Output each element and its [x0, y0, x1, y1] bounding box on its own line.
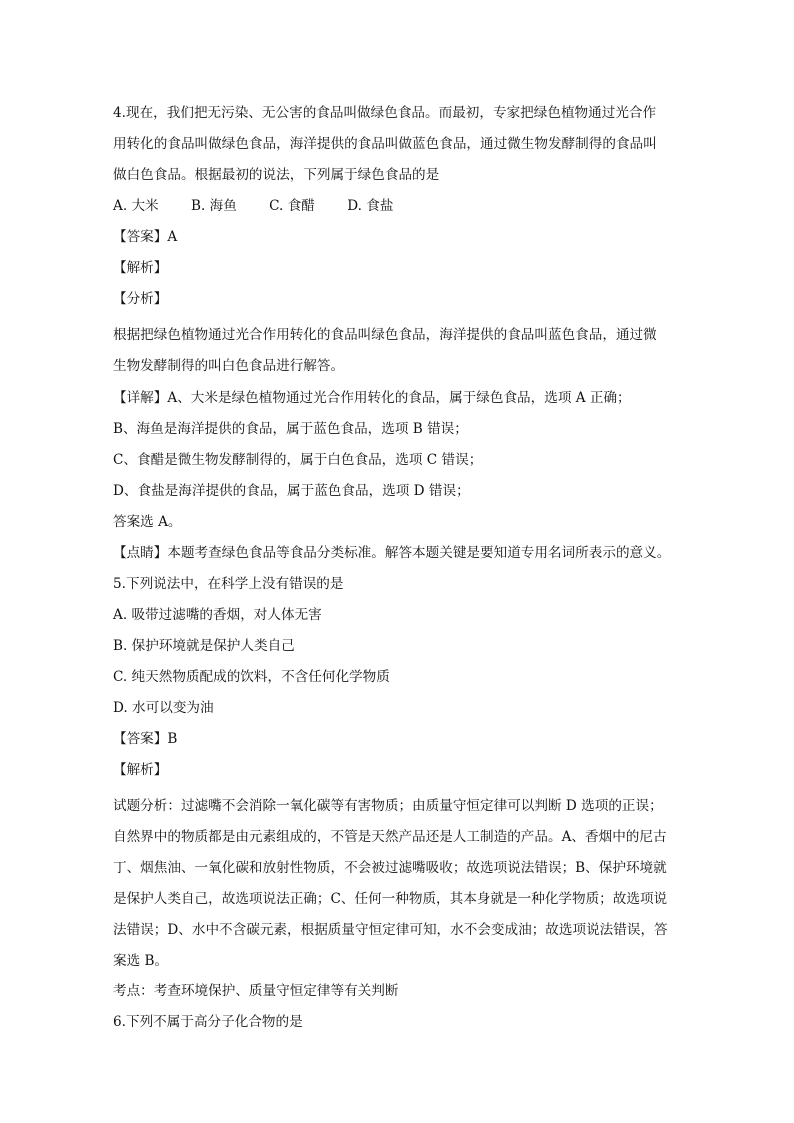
q4-analysis-label: 【解析】 [113, 260, 168, 276]
q4-stem-line: 做白色食品。根据最初的说法，下列属于绿色食品的是 [113, 167, 440, 183]
q4-detail-b: B、海鱼是海洋提供的食品，属于蓝色食品，选项 B 错误； [113, 421, 468, 437]
q4-detail-answer: 答案选 A。 [113, 514, 182, 530]
q5-analysis-line: 案选 B。 [113, 953, 169, 969]
q5-answer: 【答案】B [113, 731, 178, 747]
q4-stem [113, 98, 693, 191]
q5-analysis-line: 是保护人类自己，故选项说法正确；C、任何一种物质，其本身就是一种化学物质；故选项说 [113, 891, 668, 907]
q4-fenxi-line: 生物发酵制得的叫白色食品进行解答。 [113, 358, 345, 374]
q4-option-a: A. 大米 [113, 198, 159, 214]
q5-option-b: B. 保护环境就是保护人类自己 [113, 638, 295, 654]
q4-option-c: C. 食醋 [269, 198, 315, 214]
q5-analysis-line: 丁、烟焦油、一氧化碳和放射性物质，不会被过滤嘴吸收；故选项说法错误；B、保护环境就 [113, 860, 667, 876]
q5-option-c: C. 纯天然物质配成的饮料，不含任何化学物质 [113, 669, 390, 685]
q6-stem: 6.下列不属于高分子化合物的是 [113, 1014, 303, 1030]
q5-option-d: D. 水可以变为油 [113, 700, 214, 716]
q4-comment: 【点睛】本题考查绿色食品等食品分类标准。解答本题关键是要知道专用名词所表示的意义。 [113, 545, 671, 561]
q4-detail-c: C、食醋是微生物发酵制得的，属于白色食品，选项 C 错误； [113, 452, 483, 468]
q4-stem-line: 4.现在，我们把无污染、无公害的食品叫做绿色食品。而最初，专家把绿色植物通过光合作 [113, 105, 657, 121]
q4-fenxi-line: 根据把绿色植物通过光合作用转化的食品叫绿色食品，海洋提供的食品叫蓝色食品，通过微 [113, 327, 657, 343]
q4-options [113, 196, 693, 216]
q4-answer: 【答案】A [113, 229, 178, 245]
q4-stem-line: 用转化的食品叫做绿色食品，海洋提供的食品叫做蓝色食品，通过微生物发酵制得的食品叫 [113, 136, 657, 152]
q5-analysis-line: 法错误；D、水中不含碳元素，根据质量守恒定律可知，水不会变成油；故选项说法错误，答 [113, 922, 668, 938]
q4-option-d: D. 食盐 [347, 198, 394, 214]
q5-stem: 5.下列说法中，在科学上没有错误的是 [113, 576, 344, 592]
q5-analysis [113, 791, 693, 977]
q5-analysis-label: 【解析】 [113, 762, 168, 778]
q4-fenxi-label: 【分析】 [113, 291, 168, 307]
document-content [113, 98, 693, 1043]
q5-kaodian: 考点：考查环境保护、质量守恒定律等有关判断 [113, 983, 399, 999]
q4-detail-a: 【详解】A、大米是绿色植物通过光合作用转化的食品，属于绿色食品，选项 A 正确； [113, 390, 631, 406]
q5-analysis-line: 试题分析：过滤嘴不会消除一氧化碳等有害物质；由质量守恒定律可以判断 D 选项的正误； [113, 798, 663, 814]
q4-option-b: B. 海鱼 [190, 198, 237, 214]
q5-analysis-line: 自然界中的物质都是由元素组成的，不管是天然产品还是人工制造的产品。A、香烟中的尼古 [113, 829, 667, 845]
q4-detail-d: D、食盐是海洋提供的食品，属于蓝色食品，选项 D 错误； [113, 483, 470, 499]
q4-fenxi [113, 320, 693, 382]
q5-option-a: A. 吸带过滤嘴的香烟，对人体无害 [113, 607, 322, 623]
